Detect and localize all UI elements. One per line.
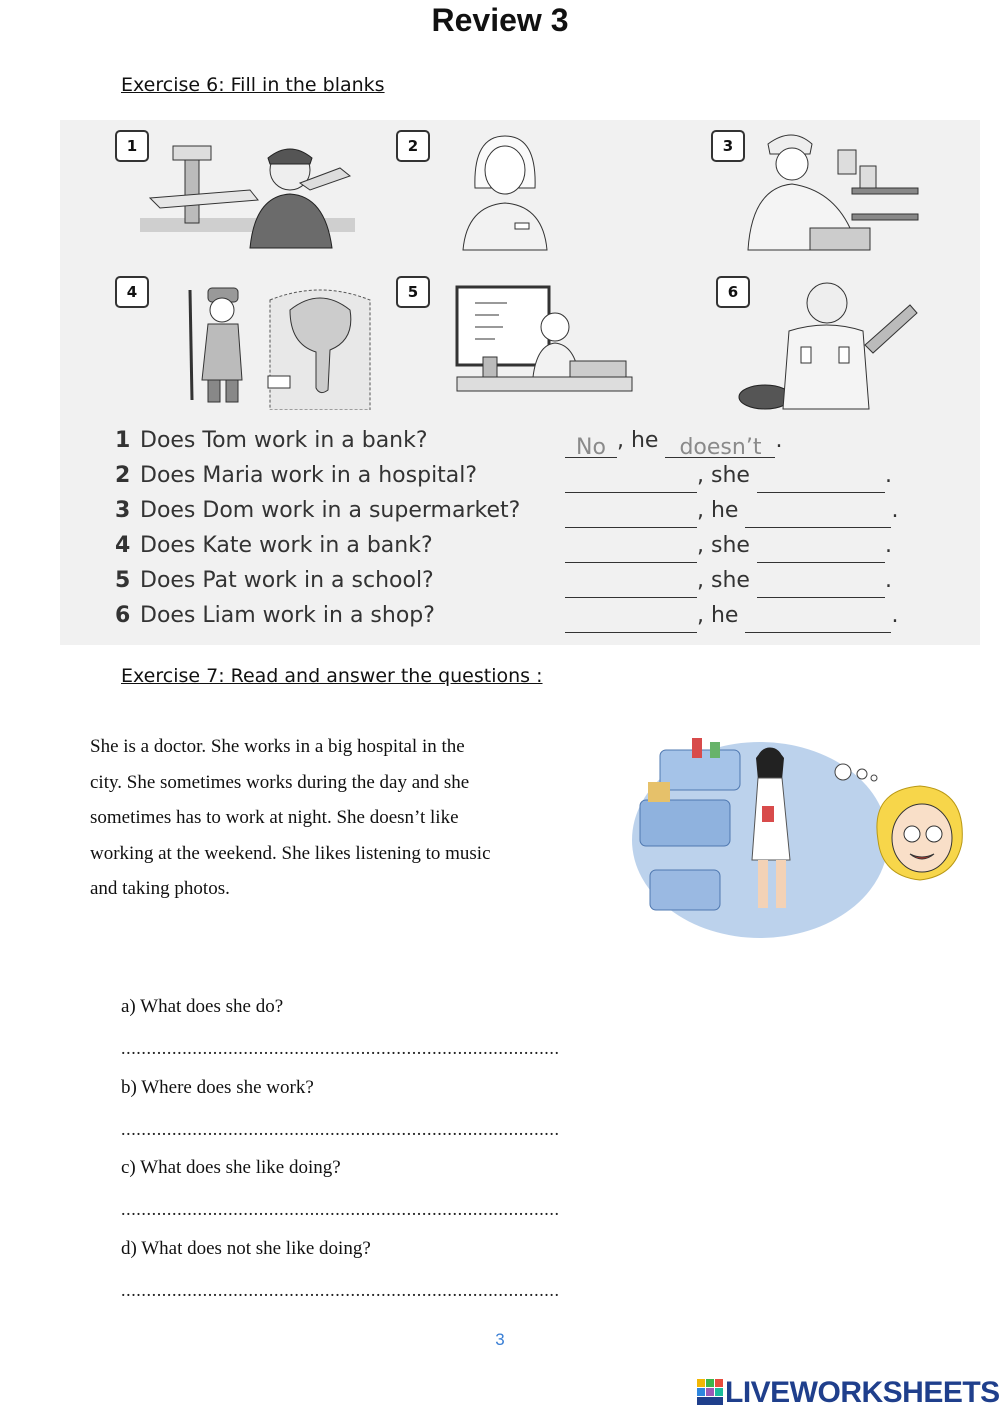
verb-blank[interactable]	[745, 501, 891, 528]
exercise-6-question-6	[115, 599, 435, 633]
pronoun-text: , he	[697, 498, 739, 523]
question-text: Does Dom work in a supermarket?	[140, 498, 521, 523]
question-number: 3	[115, 498, 131, 523]
exercise-6-answer-6	[565, 599, 898, 633]
passage-line: working at the weekend. She likes listening to music	[90, 842, 491, 864]
question-text: Does Tom work in a bank?	[140, 428, 428, 453]
question-b: b) Where does she work?	[121, 1077, 314, 1098]
answer-blank[interactable]	[565, 571, 697, 598]
answer-line-d[interactable]: ......................................................................................	[121, 1280, 560, 1300]
page-title: Review 3	[431, 2, 569, 38]
exercise-6-answer-2	[565, 459, 892, 493]
pronoun-text: , he	[617, 428, 659, 453]
question-number: 5	[115, 568, 131, 593]
answer-blank[interactable]: No	[565, 431, 617, 458]
mechanic-illustration	[735, 275, 925, 415]
verb-blank[interactable]: doesn’t	[665, 431, 775, 458]
end-text: .	[775, 428, 783, 453]
exercise-6-answer-4	[565, 529, 892, 563]
passage-line: city. She sometimes works during the day and she	[90, 771, 470, 793]
pilot-illustration	[140, 128, 360, 258]
answer-blank[interactable]	[565, 536, 697, 563]
question-text: Does Liam work in a shop?	[140, 603, 435, 628]
verb-blank[interactable]	[757, 571, 885, 598]
teacher-illustration	[455, 285, 635, 410]
verb-blank[interactable]	[745, 606, 891, 633]
end-text: .	[884, 463, 892, 488]
question-a: a) What does she do?	[121, 996, 284, 1017]
exercise-6-question-2	[115, 459, 477, 493]
picture-number-1: 1	[115, 130, 149, 162]
reading-passage	[90, 729, 605, 907]
page-number: 3	[495, 1330, 505, 1349]
end-text: .	[891, 603, 899, 628]
answer-blank[interactable]	[565, 606, 697, 633]
exercise-6-panel	[60, 120, 980, 645]
answer-line-c[interactable]: ......................................................................................	[121, 1199, 560, 1219]
end-text: .	[884, 533, 892, 558]
picture-number-2: 2	[396, 130, 430, 162]
answer-line-b[interactable]: ......................................................................................	[121, 1119, 560, 1139]
pronoun-text: , she	[697, 463, 750, 488]
question-c: c) What does she like doing?	[121, 1157, 341, 1178]
exercise-6-heading: Exercise 6: Fill in the blanks	[121, 74, 385, 96]
shop-worker-illustration	[740, 128, 920, 253]
picture-number-6: 6	[716, 276, 750, 308]
question-number: 6	[115, 603, 131, 628]
brand-wordmark: LIVEWORKSHEETS	[725, 1376, 1000, 1409]
answer-blank[interactable]	[565, 501, 697, 528]
passage-line: and taking photos.	[90, 878, 230, 899]
exercise-6-question-1	[115, 424, 428, 458]
passage-line: sometimes has to work at night. She doesn’t like	[90, 807, 459, 828]
verb-blank[interactable]	[757, 466, 885, 493]
exercise-6-answer-1	[565, 424, 782, 458]
woman-illustration	[455, 128, 555, 253]
verb-blank[interactable]	[757, 536, 885, 563]
pronoun-text: , she	[697, 568, 750, 593]
exercise-6-question-5	[115, 564, 434, 598]
liveworksheets-logo-icon	[697, 1379, 723, 1405]
picture-number-4: 4	[115, 276, 149, 308]
end-text: .	[884, 568, 892, 593]
exercise-6-answer-5	[565, 564, 892, 598]
exercise-6-answer-3	[565, 494, 898, 528]
pronoun-text: , she	[697, 533, 750, 558]
picture-number-3: 3	[711, 130, 745, 162]
answer-blank[interactable]	[565, 466, 697, 493]
question-text: Does Kate work in a bank?	[140, 533, 433, 558]
answer-line-a[interactable]: ......................................................................................	[121, 1038, 560, 1058]
question-number: 4	[115, 533, 131, 558]
pronoun-text: , he	[697, 603, 739, 628]
question-text: Does Pat work in a school?	[140, 568, 434, 593]
question-number: 1	[115, 428, 131, 453]
question-number: 2	[115, 463, 131, 488]
end-text: .	[891, 498, 899, 523]
exercise-6-question-4	[115, 529, 433, 563]
picture-number-5: 5	[396, 276, 430, 308]
passage-line: She is a doctor. She works in a big hospital in the	[90, 736, 465, 757]
question-text: Does Maria work in a hospital?	[140, 463, 478, 488]
doctor-illustration	[630, 730, 970, 950]
question-d: d) What does not she like doing?	[121, 1238, 371, 1259]
exercise-6-question-3	[115, 494, 520, 528]
zookeeper-illustration	[150, 280, 375, 410]
exercise-7-heading: Exercise 7: Read and answer the questions :	[121, 665, 543, 687]
